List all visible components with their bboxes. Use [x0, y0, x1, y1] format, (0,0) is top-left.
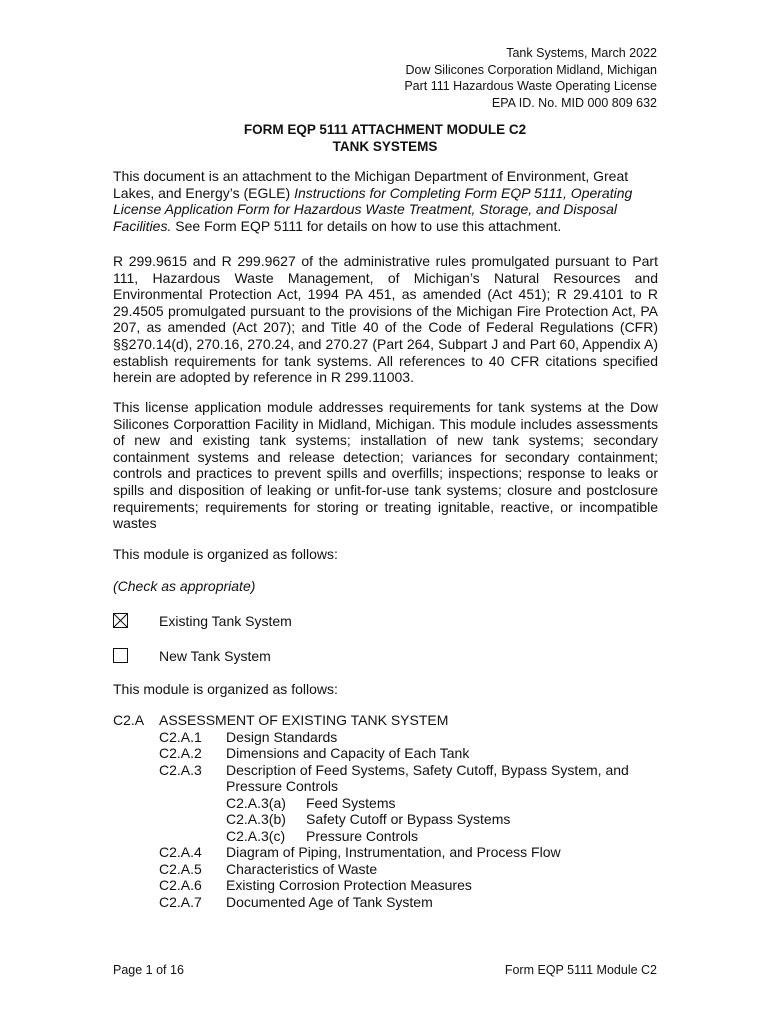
toc-item-number: C2.A.1 — [159, 728, 202, 745]
intro-paragraph — [113, 168, 658, 234]
toc-item-title: Characteristics of Waste — [226, 860, 378, 877]
toc-item-row — [113, 729, 673, 746]
toc-item-title-continued: Pressure Controls — [226, 778, 339, 794]
checkmark-x-icon — [114, 614, 127, 627]
toc-subitem-row — [113, 795, 673, 812]
toc-item-row — [113, 877, 673, 894]
toc-item-row — [113, 894, 673, 911]
table-of-contents — [113, 712, 673, 910]
intro-text-2: See Form EQP 5111 for details on how to use this attachment. — [171, 217, 562, 234]
toc-section-number: C2.A — [113, 712, 145, 728]
existing-tank-checkbox[interactable] — [113, 613, 128, 628]
toc-item-number: C2.A.7 — [159, 893, 202, 910]
form-footer-label: Form EQP 5111 Module C2 — [504, 963, 657, 977]
toc-subitem-title: Safety Cutoff or Bypass Systems — [306, 811, 511, 827]
document-title — [0, 121, 770, 155]
intro-instructions-title: Instructions for Completing Form EQP 5111, Operating License Application Form for Hazardous Waste Treatment, Storage, and Disposal Facilities. — [113, 184, 633, 234]
toc-item-title: Dimensions and Capacity of Each Tank — [226, 745, 470, 761]
organized-heading-1: This module is organized as follows: — [113, 546, 338, 562]
toc-subitem-number: C2.A.3(c) — [226, 827, 286, 844]
header-epa-id: EPA ID. No. MID 000 809 632 — [491, 95, 657, 110]
toc-section-row — [113, 712, 673, 729]
organized-heading-2: This module is organized as follows: — [113, 681, 338, 697]
toc-subitem-title: Feed Systems — [306, 794, 396, 811]
toc-item-row — [113, 844, 673, 861]
toc-item-number: C2.A.4 — [159, 844, 202, 860]
toc-item-title: Diagram of Piping, Instrumentation, and Process Flow — [226, 844, 561, 860]
toc-item-number: C2.A.5 — [159, 860, 202, 877]
toc-item-title: Design Standards — [226, 728, 338, 745]
toc-item-title: Documented Age of Tank System — [226, 893, 433, 910]
toc-item-number: C2.A.6 — [159, 877, 202, 893]
toc-item-number: C2.A.3 — [159, 761, 202, 778]
new-tank-label: New Tank System — [159, 648, 271, 664]
header-license: Part 111 Hazardous Waste Operating License — [404, 79, 657, 93]
toc-item-title: Existing Corrosion Protection Measures — [226, 877, 472, 893]
toc-subitem-number: C2.A.3(a) — [226, 794, 286, 811]
toc-item-title: Description of Feed Systems, Safety Cutoff, Bypass System, and — [226, 761, 629, 778]
rules-paragraph: R 299.9615 and R 299.9627 of the administrative rules promulgated pursuant to Part 111, Hazardous Waste Management, of Michigan’s Natural Resources and Environmental Protection Act, 1994 PA 451, as amended (Act 451); R 29.4101 to R 29.4505 promulgated pursuant to the provisions of the Michigan Fire Protection Act, PA 207, as amended (Act 207); and Title 40 of the Code of Federal Regulations (CFR) §§270.14(d), 270.16, 270.24, and 270.27 (Part 264, Subpart J and Part 60, Appendix A) establish requirements for tank systems. All references to 40 CFR citations specified herein are adopted by reference in R 299.11003. — [113, 253, 658, 386]
toc-item-row — [113, 762, 673, 779]
toc-item-row — [113, 861, 673, 878]
toc-subitem-title: Pressure Controls — [306, 827, 419, 844]
intro-text-1: This document is an attachment to the Michigan Department of Environment, Great Lakes, and Energy’s (EGLE) — [113, 168, 629, 201]
page-number: Page 1 of 16 — [113, 963, 184, 977]
title-line-2: TANK SYSTEMS — [332, 139, 438, 154]
toc-subitem-row — [113, 811, 673, 828]
toc-item-continuation — [113, 778, 673, 795]
toc-item-number: C2.A.2 — [159, 745, 202, 761]
toc-item-row — [113, 745, 673, 762]
page-header — [404, 45, 657, 111]
toc-section-title: ASSESSMENT OF EXISTING TANK SYSTEM — [159, 712, 449, 728]
title-line-1: FORM EQP 5111 ATTACHMENT MODULE C2 — [243, 122, 527, 137]
toc-subitem-number: C2.A.3(b) — [226, 811, 286, 827]
existing-tank-label: Existing Tank System — [159, 613, 292, 629]
toc-subitem-row — [113, 828, 673, 845]
check-note: (Check as appropriate) — [113, 578, 256, 594]
header-date: Tank Systems, March 2022 — [506, 46, 657, 60]
module-paragraph: This license application module addresses requirements for tank systems at the Dow Silicones Corporattion Facility in Midland, Michigan. This module includes assessments of new and existing tank systems; installation of new tank systems; secondary containment systems and release detection; variances for secondary containment; controls and practices to prevent spills and overfills; inspections; response to leaks or spills and disposition of leaking or unfit-for-use tank systems; closure and postclosure requirements; requirements for storing or treating ignitable, reactive, or incompatible wastes — [113, 399, 658, 532]
header-company: Dow Silicones Corporation Midland, Michigan — [405, 62, 657, 77]
new-tank-checkbox[interactable] — [113, 648, 128, 663]
